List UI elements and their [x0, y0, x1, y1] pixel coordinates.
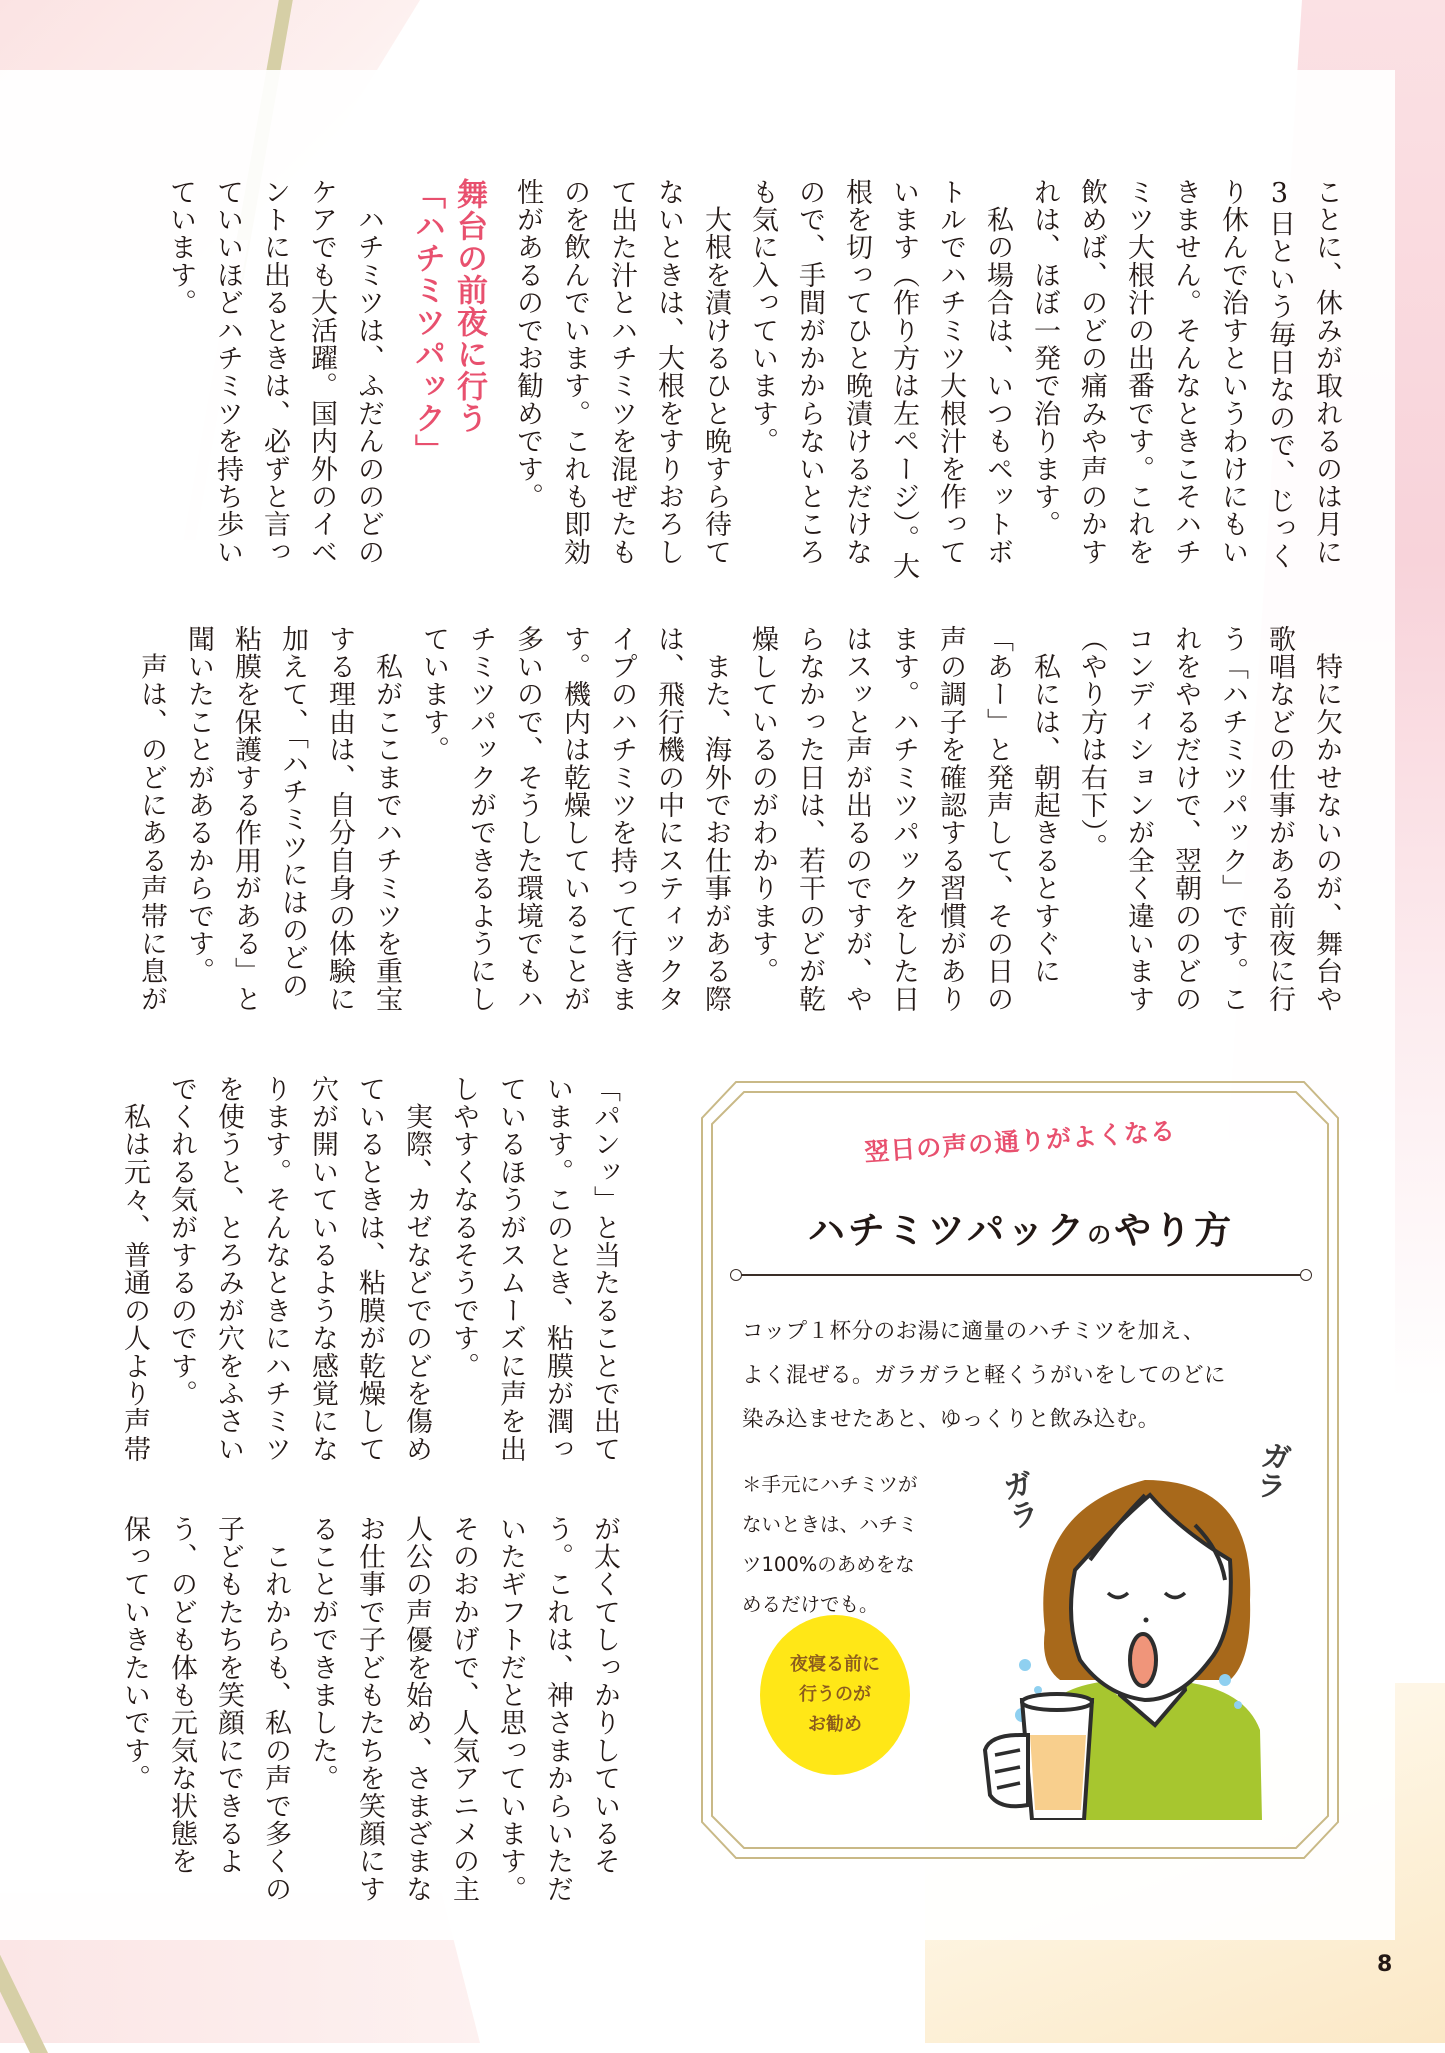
body-column: する理由は、自分自身の体験に: [324, 625, 355, 1013]
body-column: イプのハチミツを持って行きま: [606, 625, 637, 1013]
body-column: う、のども体も元気な状態を: [166, 1515, 197, 1876]
article-band-3: [108, 1075, 628, 1495]
body-column: ることができました。: [307, 1515, 338, 1792]
body-column: のを飲んでいます。これも即効: [559, 178, 590, 566]
body-column: 歌唱などの仕事がある前夜に行: [1264, 625, 1295, 1013]
divider-dot-icon: [1300, 1269, 1312, 1281]
body-column: 加えて、「ハチミツにはのどの: [277, 625, 308, 1000]
body-column: ているときは、粘膜が乾燥して: [354, 1075, 385, 1463]
body-column: り休んで治すというわけにもい: [1217, 178, 1248, 566]
body-column: ので、手間がかからないところ: [794, 178, 825, 566]
body-column: う。これは、神さまからいただ: [542, 1515, 573, 1903]
body-column: ています。: [418, 625, 449, 764]
body-column: ハチミツは、ふだんののどの: [353, 178, 384, 566]
body-column: れをやるだけで、翌朝ののどの: [1170, 625, 1201, 1013]
recipe-step-line: 染み込ませたあと、ゆっくりと飲み込む。: [742, 1407, 1160, 1432]
body-column: います。このとき、粘膜が潤っ: [542, 1075, 573, 1463]
body-column: そのおかげで、人気アニメの主: [448, 1515, 479, 1903]
body-column: はスッと声が出るのですが、や: [841, 625, 872, 1013]
note-line: ないときは、ハチミ: [742, 1513, 918, 1536]
article-band-1: [108, 178, 1350, 598]
recipe-title: [700, 1200, 1342, 1254]
body-column: チミツパックができるようにし: [465, 625, 496, 1013]
sfx-gargle-right: ガラ: [1248, 1437, 1293, 1503]
note-line: めるだけでも。: [742, 1593, 879, 1616]
body-column: いたギフトだと思っています。: [495, 1515, 526, 1903]
body-column: 飲めば、のどの痛みや声のかす: [1076, 178, 1107, 566]
body-column: 声の調子を確認する習慣があり: [935, 625, 966, 1013]
page-number: 8: [1377, 1952, 1393, 1977]
body-column: 聞いたことがあるからです。: [183, 625, 214, 986]
body-column: ケアでも大活躍。国内外のイベ: [306, 178, 337, 566]
body-column: 私の場合は、いつもペットボ: [982, 178, 1013, 566]
body-column: きません。そんなときこそハチ: [1170, 178, 1201, 566]
note-line: ＊手元にハチミツが: [742, 1473, 918, 1496]
body-column: も気に入っています。: [747, 178, 778, 455]
body-column: しやすくなるそうです。: [448, 1075, 479, 1380]
body-column: す。機内は乾燥していることが: [559, 625, 590, 1013]
body-column: ていいほどハチミツを持ち歩い: [212, 178, 243, 566]
body-column: ます。ハチミツパックをした日: [888, 625, 919, 1013]
section-heading: 舞台の前夜に行う: [451, 178, 487, 434]
body-column: お仕事で子どもたちを笑顔にす: [354, 1515, 385, 1903]
body-column: コンディションが全く違います: [1123, 625, 1154, 1013]
badge-line: 夜寝る前に: [790, 1654, 880, 1675]
body-column: ています。: [165, 178, 196, 317]
article-band-4: [108, 1515, 628, 1935]
body-column: また、海外でお仕事がある際: [700, 625, 731, 1013]
body-column: 実際、カゼなどでのどを傷め: [401, 1075, 432, 1463]
recipe-title-particle: の: [1087, 1221, 1115, 1249]
recipe-title-part1: ハチミツパック: [807, 1209, 1088, 1252]
recipe-box: [700, 1070, 1342, 1870]
article-band-2: [108, 625, 1350, 1045]
note-line: ツ100%のあめをな: [742, 1553, 915, 1576]
body-column: 保っていきたいです。: [119, 1515, 150, 1792]
body-column: （やり方は右下）。: [1076, 625, 1107, 861]
body-column: て出た汁とハチミツを混ぜたも: [606, 178, 637, 566]
body-column: ないときは、大根をすりおろし: [653, 178, 684, 566]
body-column: 3日という毎日なので、じっく: [1264, 178, 1295, 570]
woman-gargling-illustration: [980, 1450, 1330, 1820]
divider-dot-icon: [730, 1269, 742, 1281]
body-column: は、飛行機の中にスティックタ: [653, 625, 684, 1013]
body-column: 穴が開いているような感覚にな: [307, 1075, 338, 1463]
body-column: を使うと、とろみが穴をふさい: [213, 1075, 244, 1463]
body-column: います（作り方は左ページ）。大: [888, 178, 919, 580]
recipe-step-line: よく混ぜる。ガラガラと軽くうがいをしてのどに: [742, 1363, 1227, 1388]
body-column: が太くてしっかりしているそ: [589, 1515, 620, 1876]
section-heading: 「ハチミツパック」: [409, 178, 445, 466]
body-column: 根を切ってひと晩漬けるだけな: [841, 178, 872, 566]
body-column: これからも、私の声で多くの: [260, 1515, 291, 1903]
body-column: 声は、のどにある声帯に息が: [136, 625, 167, 1013]
body-column: ります。そんなときにハチミツ: [260, 1075, 291, 1463]
body-column: 「パンッ」と当たることで出て: [589, 1075, 620, 1463]
body-column: ているほうがスムーズに声を出: [495, 1075, 526, 1463]
body-column: トルでハチミツ大根汁を作って: [935, 178, 966, 566]
recipe-steps: [742, 1310, 1312, 1442]
divider-rule: [736, 1274, 1306, 1276]
sfx-gargle-left: ガラ: [994, 1466, 1041, 1533]
body-column: ントに出るときは、必ずと言っ: [259, 178, 290, 566]
body-column: らなかった日は、若干のどが乾: [794, 625, 825, 1013]
badge-line: 行うのが: [799, 1684, 871, 1705]
body-column: 私は元々、普通の人より声帯: [119, 1075, 150, 1463]
spacer: [490, 178, 504, 598]
body-column: 私には、朝起きるとすぐに: [1029, 625, 1060, 986]
body-column: 子どもたちを笑顔にできるよ: [213, 1515, 244, 1876]
badge-line: お勧め: [808, 1714, 862, 1735]
body-column: 特に欠かせないのが、舞台や: [1311, 625, 1342, 1013]
body-column: 性があるのでお勧めです。: [512, 178, 543, 511]
body-column: でくれる気がするのです。: [166, 1075, 197, 1408]
recipe-step-line: コップ１杯分のお湯に適量のハチミツを加え、: [742, 1319, 1205, 1344]
body-column: 人公の声優を始め、さまざまな: [401, 1515, 432, 1903]
body-column: 私がここまでハチミツを重宝: [371, 625, 402, 1013]
recipe-title-part2: やり方: [1114, 1209, 1235, 1252]
body-column: 粘膜を保護する作用がある」と: [230, 625, 261, 1013]
recommendation-badge: [760, 1615, 910, 1775]
body-column: う「ハチミツパック」です。こ: [1217, 625, 1248, 1013]
body-column: 多いので、そうした環境でもハ: [512, 625, 543, 1013]
body-column: 大根を漬けるひと晩すら待て: [700, 178, 731, 566]
recipe-subtitle: 翌日の声の通りがよくなる: [863, 1116, 1177, 1167]
body-column: 燥しているのがわかります。: [747, 625, 778, 986]
body-column: 「あー」と発声して、その日の: [982, 625, 1013, 1013]
body-column: ことに、休みが取れるのは月に: [1311, 178, 1342, 566]
recipe-note: [742, 1465, 947, 1625]
body-column: ミツ大根汁の出番です。これを: [1123, 178, 1154, 566]
body-column: れは、ほぼ一発で治ります。: [1029, 178, 1060, 539]
